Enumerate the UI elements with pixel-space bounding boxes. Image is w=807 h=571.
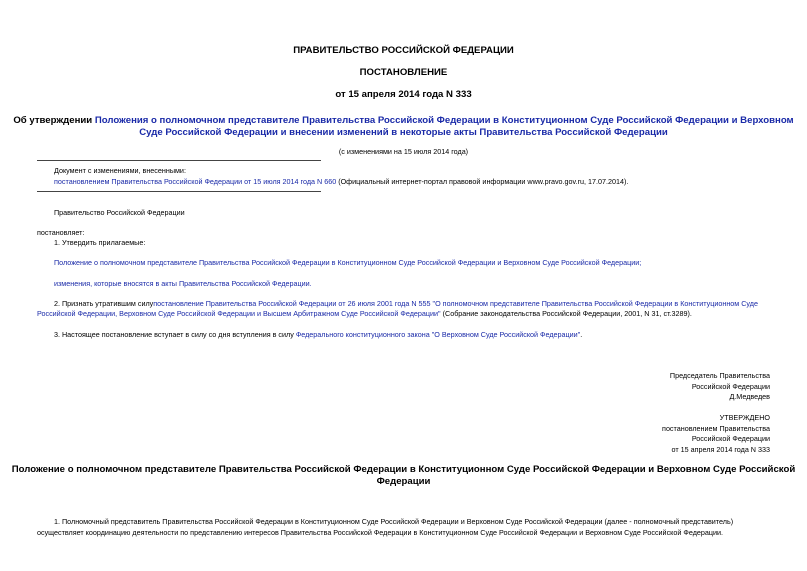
decides-text: постановляет: [37,228,85,237]
item-3-tail: . [580,330,583,339]
doc-date-number: от 15 апреля 2014 года N 333 [335,89,472,100]
regulation-para1-line2: осуществляет координацию деятельности по представлению интересов Правительства Российской Федерации в Конституционном Суде Российской Федерации и Верховном Суде Российской Федерации. [37,528,724,537]
amend-link[interactable]: постановлением Правительства Российской Федерации от 15 июля 2014 года N 660 [54,177,337,186]
regulation-title-line2: Федерации [376,476,431,487]
signature-line1: Председатель Правительства [669,371,770,380]
item-2-tail: (Собрание законодательства Российской Федерации, 2001, N 31, ст.3289). [440,309,692,318]
approved-line1: УТВЕРЖДЕНО [719,413,770,422]
signature-line2: Российской Федерации [691,381,770,391]
approved-block [662,413,770,455]
item-2-line1 [54,299,758,308]
divider-bottom [37,191,321,192]
org-heading: ПРАВИТЕЛЬСТВО РОССИЙСКОЙ ФЕДЕРАЦИИ [293,45,514,56]
divider-top [37,160,321,161]
signature-line3: Д.Медведев [729,392,770,401]
doc-type-heading: ПОСТАНОВЛЕНИЕ [359,67,448,78]
item-2-pre: 2. Признать утратившим силу [54,299,154,308]
signature-block [670,371,770,403]
item-3-pre: 3. Настоящее постановление вступает в силу со дня вступления в силу [54,330,296,339]
item-1-b-link[interactable]: изменения, которые вносятся в акты Правительства Российской Федерации. [54,279,312,288]
item-2-link-cont[interactable]: Российской Федерации, Верховном Суде Российской Федерации и Высшем Арбитражном Суде Российской Федерации" [37,309,441,318]
approved-line3: Российской Федерации [691,434,770,443]
item-2-link[interactable]: постановление Правительства Российской Федерации от 26 июля 2001 года N 555 "О полномочном представителе Правительства Российской Федерации в Конституционном Суде [153,299,758,308]
regulation-title: Положение о полномочном представителе Правительства Российской Федерации в Конституционном Суде Российской Федерации и Верховном Суде Российской [11,464,796,475]
doc-title-link[interactable]: Положения о полномочном представителе Правительства Российской Федерации в Конституционном Суде Российской Федерации и Верховном [94,115,794,126]
doc-title [0,115,807,126]
gov-text: Правительство Российской Федерации [54,208,185,217]
doc-title-prefix: Об утверждении [13,115,95,126]
amend-tail: (Официальный интернет-портал правовой информации www.pravo.gov.ru, 17.07.2014). [336,177,629,186]
item-3-link[interactable]: Федерального конституционного закона "О Верховном Суде Российской Федерации" [295,330,581,339]
item-3 [54,330,582,339]
approved-line2: постановлением Правительства [662,423,770,433]
amend-line [54,177,628,186]
item-1: 1. Утвердить прилагаемые: [54,238,146,247]
approved-line4: от 15 апреля 2014 года N 333 [671,444,770,454]
regulation-para1-line1: 1. Полномочный представитель Правительства Российской Федерации в Конституционном Суде Российской Федерации и Верховном Суде Российской Федерации (далее - полномочный представитель) [54,517,734,526]
item-1-a-link[interactable]: Положение о полномочном представителе Правительства Российской Федерации в Конституционном Суде Российской Федерации и Верховном Суде Российской Федерации; [54,258,642,267]
amend-label: Документ с изменениями, внесенными: [54,166,186,175]
doc-title-link-line2[interactable]: Суде Российской Федерации и внесении изменений в некоторые акты Правительства Российской Федерации [139,127,668,138]
changes-note: (с изменениями на 15 июля 2014 года) [338,147,469,156]
item-2-line2 [37,309,692,318]
